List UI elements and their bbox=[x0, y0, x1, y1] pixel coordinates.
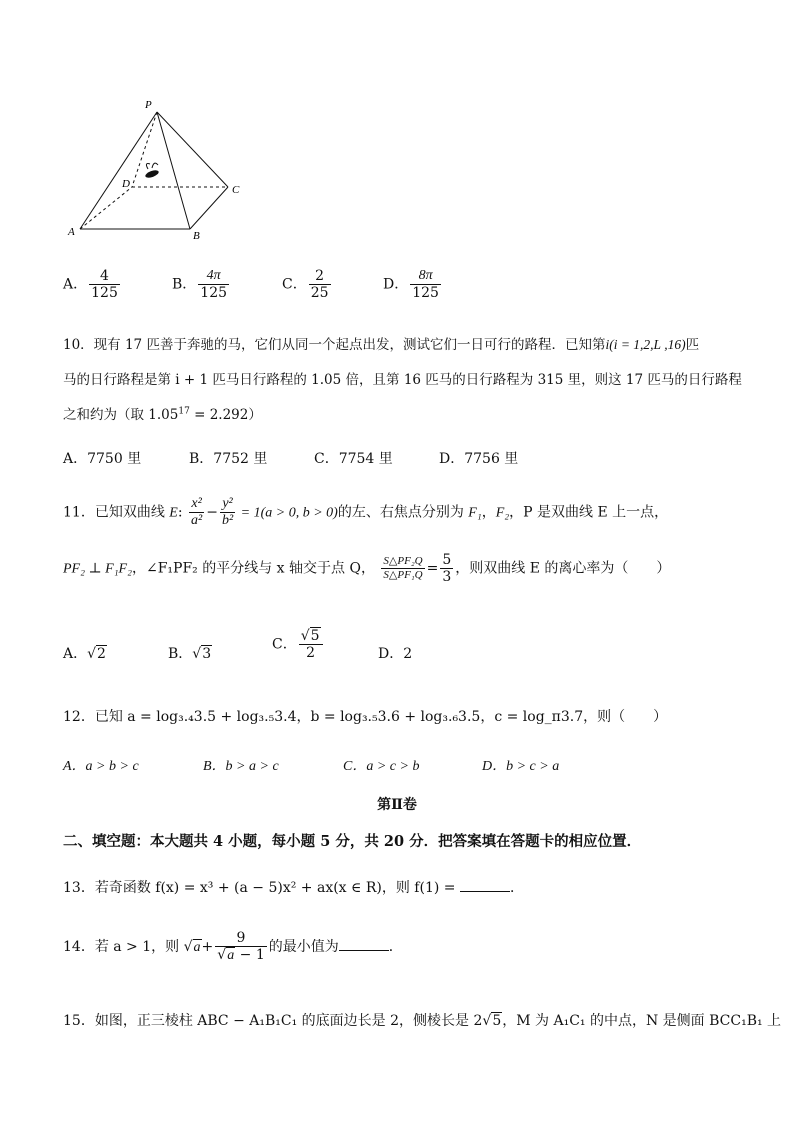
label-p: P bbox=[145, 99, 152, 111]
q13-answer-blank[interactable] bbox=[460, 879, 510, 892]
q10-option-d: D．7756 里 bbox=[439, 451, 519, 467]
q11-line1: 11．已知双曲线 E: $\frac{\text{x²}}{\text{a²}}$ − $\frac{\text{y²}}{\text{b²}}$ = 1(a > 0, b > 0)的左、右焦点分别为 F₁，F₂，P 是双曲线 E 上一点， bbox=[63, 496, 669, 529]
section-title: 第Ⅱ卷 bbox=[377, 797, 417, 813]
q9-option-a: A． $\frac{4}{125}$ bbox=[63, 268, 118, 302]
pyramid-figure bbox=[60, 95, 260, 250]
label-d: D bbox=[122, 178, 130, 190]
q12-option-d: D．b > c > a bbox=[482, 759, 560, 774]
q11-option-c: C． $\frac{√5}{2}$ bbox=[272, 628, 325, 661]
q14-answer-blank[interactable] bbox=[339, 938, 389, 951]
q14: 14．若 a > 1，则 √a+ $\frac{9}{√a - 1}$ 的最小值为 ． bbox=[63, 930, 403, 964]
q9-option-c: C． $\frac{2}{25}$ bbox=[282, 268, 329, 302]
q12-option-c: C．a > c > b bbox=[343, 759, 420, 774]
q10-line1: 10．现有 17 匹善于奔驰的马，它们从同一个起点出发，测试它们一日可行的路程．已知第i(i = 1,2,L ,16)匹 bbox=[63, 337, 700, 353]
insect-icon bbox=[144, 163, 159, 179]
q15: 15．如图，正三棱柱 ABC − A₁B₁C₁ 的底面边长是 2，侧棱长是 2√5，M 为 A₁C₁ 的中点，N 是侧面 BCC₁B₁ 上 bbox=[63, 1013, 782, 1029]
label-a: A bbox=[68, 226, 75, 238]
label-b: B bbox=[193, 230, 200, 242]
q11-option-b: B．√3 bbox=[168, 646, 212, 662]
edge-pa bbox=[80, 112, 157, 229]
edge-ad bbox=[80, 187, 132, 229]
q11-line2: PF₂ ⊥ F₁F₂，∠F₁PF₂ 的平分线与 x 轴交于点 Q， $\frac{\text{S△PF₂Q}}{\text{S△PF₁Q}}$ = $\frac{5}{3}$ ，则双曲线 E 的离心率为（ ） bbox=[63, 552, 671, 586]
q10-option-c: C．7754 里 bbox=[314, 451, 393, 467]
section-heading: 二、填空题：本大题共 4 小题，每小题 5 分，共 20 分．把答案填在答题卡的相应位置． bbox=[63, 833, 642, 850]
q10-line2: 马的日行路程是第 i + 1 匹马日行路程的 1.05 倍，且第 16 匹马的日行路程为 315 里，则这 17 匹马的日行路程 bbox=[63, 372, 742, 388]
label-c: C bbox=[232, 184, 240, 196]
q10-option-b: B．7752 里 bbox=[189, 451, 268, 467]
q11-option-a: A．√2 bbox=[63, 646, 106, 662]
q9-option-d: D． $\frac{8\pi}{125}$ bbox=[383, 268, 439, 302]
edge-bc bbox=[190, 187, 228, 229]
q12-stem: 12．已知 a = log₃.₄3.5 + log₃.₅3.4，b = log₃.₅3.6 + log₃.₆3.5，c = log_π3.7，则（ ） bbox=[63, 709, 668, 725]
q12-option-a: A．a > b > c bbox=[63, 759, 139, 774]
q10-line3: 之和约为（取 $1.05^{17} = 2.292$） bbox=[63, 406, 262, 423]
q12-option-b: B．b > a > c bbox=[203, 759, 279, 774]
q13: 13．若奇函数 f(x) = x³ + (a − 5)x² + ax(x ∈ R)，则 f(1) = ． bbox=[63, 880, 524, 896]
q10-option-a: A．7750 里 bbox=[63, 451, 142, 467]
q9-option-b: B． $\frac{4\pi}{125}$ bbox=[172, 268, 228, 302]
q11-option-d: D．2 bbox=[378, 646, 413, 662]
